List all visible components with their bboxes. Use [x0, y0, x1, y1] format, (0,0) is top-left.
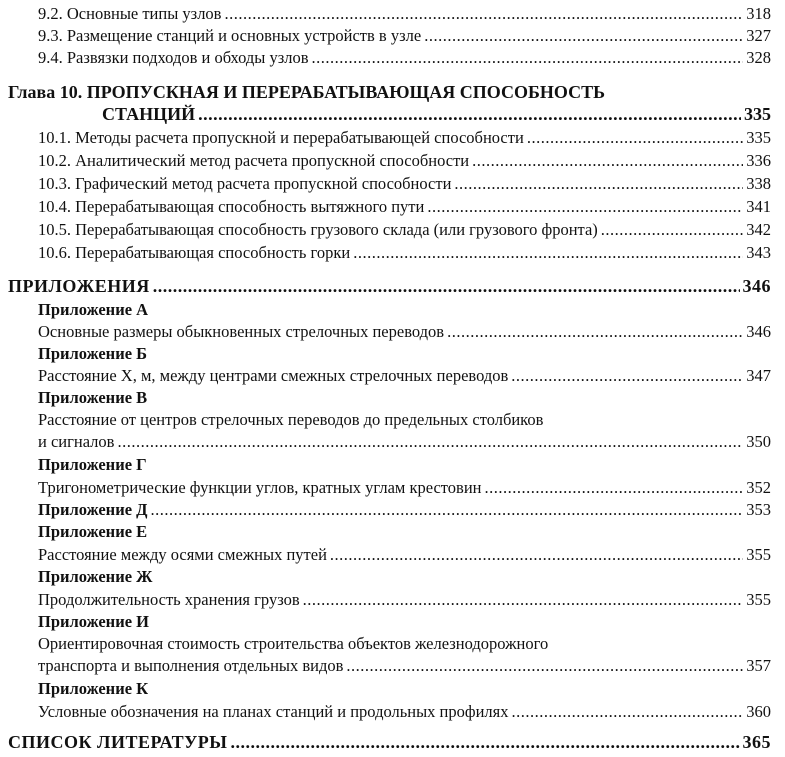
appendix-g-heading — [0, 455, 771, 475]
section-page: 365 — [742, 732, 771, 752]
toc-entry-page: 355 — [746, 590, 771, 609]
leader-dots — [601, 220, 743, 240]
leader-dots — [353, 243, 743, 263]
leader-dots — [527, 128, 743, 148]
appendix-i-entry-line1 — [0, 634, 771, 654]
toc-entry-page: 343 — [746, 243, 771, 262]
toc-entry-page: 335 — [746, 128, 771, 147]
toc-entry-page: 355 — [746, 545, 771, 564]
toc-entry-page: 346 — [746, 322, 771, 341]
toc-entry-title: Расстояние от центров стрелочных переводов до предельных столбиков — [38, 410, 544, 429]
section-page: 346 — [742, 276, 771, 296]
appendix-label: Приложение Г — [38, 455, 147, 474]
toc-entry-title-cont: и сигналов — [38, 432, 115, 451]
toc-entry-10-4[interactable] — [0, 197, 771, 217]
toc-entry-10-6[interactable] — [0, 243, 771, 263]
toc-entry-title: 9.3. Размещение станций и основных устройств в узле — [38, 26, 422, 45]
leader-dots — [427, 197, 743, 217]
appendix-label: Приложение Е — [38, 522, 148, 541]
section-title: СПИСОК ЛИТЕРАТУРЫ — [8, 732, 228, 752]
leader-dots — [153, 276, 740, 297]
appendix-label: Приложение Д — [38, 500, 148, 519]
toc-entry-title: 10.6. Перерабатывающая способность горки — [38, 243, 351, 262]
toc-entry-page: 360 — [746, 702, 771, 721]
appendix-e-entry[interactable] — [0, 545, 771, 565]
appendix-d-entry[interactable] — [0, 500, 771, 520]
leader-dots — [454, 174, 743, 194]
toc-entry-title: 10.1. Методы расчета пропускной и перерабатывающей способности — [38, 128, 524, 147]
toc-entry-9-3[interactable] — [0, 26, 771, 46]
toc-entry-title: Условные обозначения на планах станций и продольных профилях — [38, 702, 509, 721]
appendix-label: Приложение В — [38, 388, 148, 407]
leader-dots — [447, 322, 743, 342]
toc-entry-title: Продолжительность хранения грузов — [38, 590, 300, 609]
toc-entry-page: 327 — [746, 26, 771, 45]
toc-entry-title: 9.2. Основные типы узлов — [38, 4, 222, 23]
toc-entry-title: Расстояние X, м, между центрами смежных стрелочных переводов — [38, 366, 509, 385]
toc-entry-title: Ориентировочная стоимость строительства объектов железнодорожного — [38, 634, 549, 653]
chapter-10-heading[interactable] — [0, 104, 771, 125]
toc-entry-10-3[interactable] — [0, 174, 771, 194]
appendix-label: Приложение К — [38, 679, 149, 698]
appendix-v-heading — [0, 388, 771, 408]
appendix-label: Приложение Ж — [38, 567, 153, 586]
chapter-title: Глава 10. ПРОПУСКНАЯ И ПЕРЕРАБАТЫВАЮЩАЯ СПОСОБНОСТЬ — [8, 82, 606, 102]
toc-entry-10-1[interactable] — [0, 128, 771, 148]
section-title: ПРИЛОЖЕНИЯ — [8, 276, 150, 296]
leader-dots — [224, 4, 743, 24]
toc-entry-page: 338 — [746, 174, 771, 193]
toc-entry-10-2[interactable] — [0, 151, 771, 171]
appendix-b-heading — [0, 344, 771, 364]
appendices-heading[interactable] — [0, 276, 771, 297]
toc-entry-page: 328 — [746, 48, 771, 67]
leader-dots — [151, 500, 744, 520]
appendix-v-entry[interactable] — [0, 432, 771, 452]
toc-entry-page: 350 — [746, 432, 771, 451]
appendix-v-entry-line1 — [0, 410, 771, 430]
appendix-k-entry[interactable] — [0, 702, 771, 722]
leader-dots — [346, 656, 743, 676]
appendix-a-heading — [0, 300, 771, 320]
appendix-zh-entry[interactable] — [0, 590, 771, 610]
leader-dots — [472, 151, 743, 171]
toc-entry-10-5[interactable] — [0, 220, 771, 240]
appendix-label: Приложение Б — [38, 344, 148, 363]
leader-dots — [511, 702, 743, 722]
toc-entry-page: 318 — [746, 4, 771, 23]
toc-entry-title: 10.4. Перерабатывающая способность вытяжного пути — [38, 197, 425, 216]
appendix-g-entry[interactable] — [0, 478, 771, 498]
toc-entry-page: 347 — [746, 366, 771, 385]
toc-entry-page: 353 — [746, 500, 771, 519]
appendix-i-entry[interactable] — [0, 656, 771, 676]
toc-entry-9-4[interactable] — [0, 48, 771, 68]
toc-entry-title: Основные размеры обыкновенных стрелочных переводов — [38, 322, 445, 341]
toc-entry-title-cont: транспорта и выполнения отдельных видов — [38, 656, 344, 675]
appendix-i-heading — [0, 612, 771, 632]
toc-entry-9-2[interactable] — [0, 4, 771, 24]
leader-dots — [312, 48, 744, 68]
appendix-b-entry[interactable] — [0, 366, 771, 386]
chapter-page: 335 — [744, 104, 771, 124]
toc-entry-page: 341 — [746, 197, 771, 216]
appendix-k-heading — [0, 679, 771, 699]
toc-entry-page: 352 — [746, 478, 771, 497]
appendix-e-heading — [0, 522, 771, 542]
leader-dots — [303, 590, 744, 610]
toc-entry-title: 10.3. Графический метод расчета пропускной способности — [38, 174, 452, 193]
leader-dots — [198, 104, 741, 125]
leader-dots — [230, 732, 739, 753]
appendix-a-entry[interactable] — [0, 322, 771, 342]
leader-dots — [485, 478, 744, 498]
toc-entry-title: 10.5. Перерабатывающая способность грузового склада (или грузового фронта) — [38, 220, 598, 239]
toc-entry-page: 336 — [746, 151, 771, 170]
leader-dots — [117, 432, 743, 452]
chapter-10-heading-line1 — [0, 82, 771, 103]
toc-entry-page: 342 — [746, 220, 771, 239]
toc-entry-title: 9.4. Развязки подходов и обходы узлов — [38, 48, 309, 67]
bibliography-heading[interactable] — [0, 732, 771, 753]
toc-entry-title: Тригонометрические функции углов, кратных углам крестовин — [38, 478, 482, 497]
toc-entry-title: Расстояние между осями смежных путей — [38, 545, 327, 564]
appendix-zh-heading — [0, 567, 771, 587]
toc-entry-page: 357 — [746, 656, 771, 675]
chapter-title-cont: СТАНЦИЙ — [102, 104, 196, 124]
appendix-label: Приложение А — [38, 300, 149, 319]
toc-entry-title: 10.2. Аналитический метод расчета пропускной способности — [38, 151, 470, 170]
leader-dots — [330, 545, 743, 565]
leader-dots — [424, 26, 743, 46]
appendix-label: Приложение И — [38, 612, 149, 631]
leader-dots — [511, 366, 743, 386]
